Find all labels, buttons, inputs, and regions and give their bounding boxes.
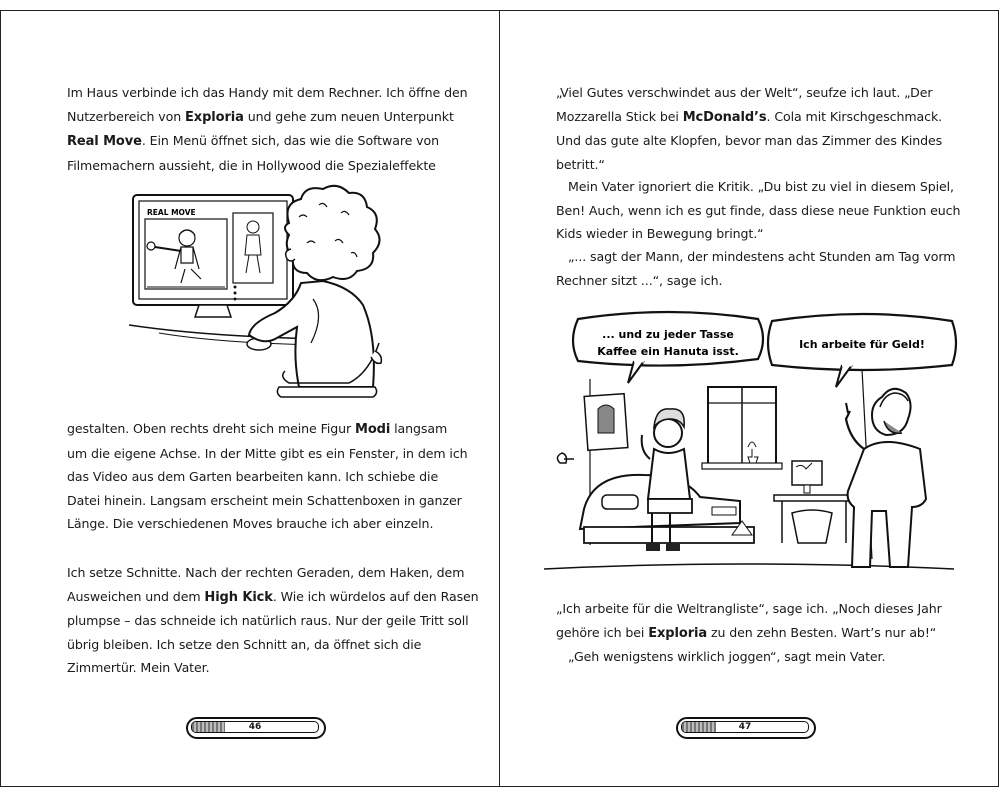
emphasized-term: Exploria (648, 625, 708, 641)
text-line (67, 129, 468, 154)
text-run: gestalten. Oben rechts dreht sich meine Figur (67, 421, 355, 436)
text-run: zu den zehn Besten. Wart’s nur ab!“ (707, 624, 937, 640)
text-line (67, 585, 479, 610)
text-run: Nutzerbereich von (67, 108, 186, 124)
left-paragraph-1 (67, 81, 468, 177)
text-line (67, 465, 468, 489)
right-page (499, 10, 999, 787)
text-line (556, 245, 955, 269)
text-run: langsam (390, 421, 448, 436)
right-paragraph-2 (556, 175, 960, 246)
text-line (67, 105, 468, 130)
text-run: „Geh wenigstens wirklich joggen“, sagt mein Vater. (568, 649, 886, 664)
text-run: „Viel Gutes verschwindet aus der Welt“, seufze ich laut. „Der (556, 85, 933, 100)
text-run: . Ein Menü öffnet sich, das wie die Software von (141, 133, 440, 149)
emphasized-term: Modi (355, 422, 391, 437)
emphasized-term: Real Move (67, 134, 142, 150)
text-line (556, 105, 942, 130)
text-run: Mozzarella Stick bei (556, 108, 683, 124)
text-line (67, 417, 468, 442)
left-paragraph-3 (67, 561, 479, 680)
left-paragraph-2 (67, 417, 468, 536)
real-move-screen-label: REAL MOVE (147, 208, 196, 217)
emphasized-term: High Kick (204, 589, 273, 605)
text-run: plumpse – das schneide ich natürlich raus. Nur der geile Tritt soll (67, 613, 469, 629)
text-line (67, 656, 479, 680)
speech-bubble-boy-line1: ... und zu jeder Tasse (602, 328, 734, 341)
text-run: übrig bleiben. Ich setze den Schnitt an, da öffnet sich die (67, 636, 422, 652)
text-run: „... sagt der Mann, der mindestens acht Stunden am Tag vorm (568, 249, 956, 264)
speech-bubble-father-text: Ich arbeite für Geld! (799, 338, 925, 351)
page-indicator-right (676, 717, 816, 739)
right-paragraph-3 (556, 245, 955, 292)
text-line (67, 442, 468, 466)
emphasized-term: Exploria (185, 109, 244, 125)
text-run: Ben! Auch, wenn ich es gut finde, dass diese neue Funktion euch (556, 202, 961, 218)
text-line (556, 621, 942, 646)
text-line (556, 269, 955, 293)
text-line (556, 129, 942, 153)
text-line (67, 609, 479, 633)
text-run: Ich setze Schnitte. Nach der rechten Geraden, dem Haken, dem (67, 565, 465, 580)
speech-bubble-boy-line2: Kaffee ein Hanuta isst. (597, 345, 739, 358)
room-illustration (542, 309, 962, 591)
text-line (67, 512, 468, 536)
right-paragraph-1 (556, 81, 942, 176)
emphasized-term: McDonald’s (682, 109, 767, 125)
page-number-right: 47 (738, 722, 752, 732)
text-run: um die eigene Achse. In der Mitte gibt es ein Fenster, in dem ich (67, 445, 468, 461)
text-run: Kids wieder in Bewegung bringt.“ (556, 226, 764, 242)
text-run: betritt.“ (556, 156, 605, 172)
text-line (556, 81, 942, 105)
text-line (556, 153, 942, 177)
text-run: das Video aus dem Garten bearbeiten kann. Ich schiebe die (67, 469, 439, 485)
page-indicator-left (186, 717, 326, 739)
text-line (67, 154, 468, 178)
text-line (556, 597, 942, 621)
text-run: Zimmertür. Mein Vater. (67, 660, 210, 676)
computer-illustration (129, 183, 385, 415)
text-run: Und das gute alte Klopfen, bevor man das Zimmer des Kindes (556, 133, 943, 149)
text-run: . Cola mit Kirschgeschmack. (766, 108, 943, 124)
text-line (556, 222, 960, 246)
text-line (556, 645, 885, 669)
text-run: Im Haus verbinde ich das Handy mit dem Rechner. Ich öffne den (67, 85, 468, 100)
left-page (0, 10, 500, 787)
text-line (67, 489, 468, 513)
text-run: „Ich arbeite für die Weltrangliste“, sage ich. „Noch dieses Jahr (556, 601, 942, 616)
text-run: . Wie ich würdelos auf den Rasen (272, 588, 479, 604)
text-line (67, 81, 468, 105)
right-paragraph-5 (556, 645, 885, 669)
text-run: Länge. Die verschiedenen Moves brauche ich aber einzeln. (67, 516, 434, 532)
text-line (556, 199, 960, 223)
text-run: gehöre ich bei (556, 624, 649, 640)
right-paragraph-4 (556, 597, 942, 645)
page-number-left: 46 (248, 722, 262, 732)
text-run: Rechner sitzt ...“, sage ich. (556, 272, 723, 288)
text-run: Datei hinein. Langsam erscheint mein Schattenboxen in ganzer (67, 492, 462, 508)
text-run: und gehe zum neuen Unterpunkt (243, 108, 454, 124)
text-run: Ausweichen und dem (67, 588, 205, 604)
text-line (556, 175, 960, 199)
text-run: Filmemachern aussieht, die in Hollywood die Spezialeffekte (67, 157, 436, 173)
text-run: Mein Vater ignoriert die Kritik. „Du bist zu viel in diesem Spiel, (568, 179, 954, 194)
text-line (67, 633, 479, 657)
text-line (67, 561, 479, 585)
